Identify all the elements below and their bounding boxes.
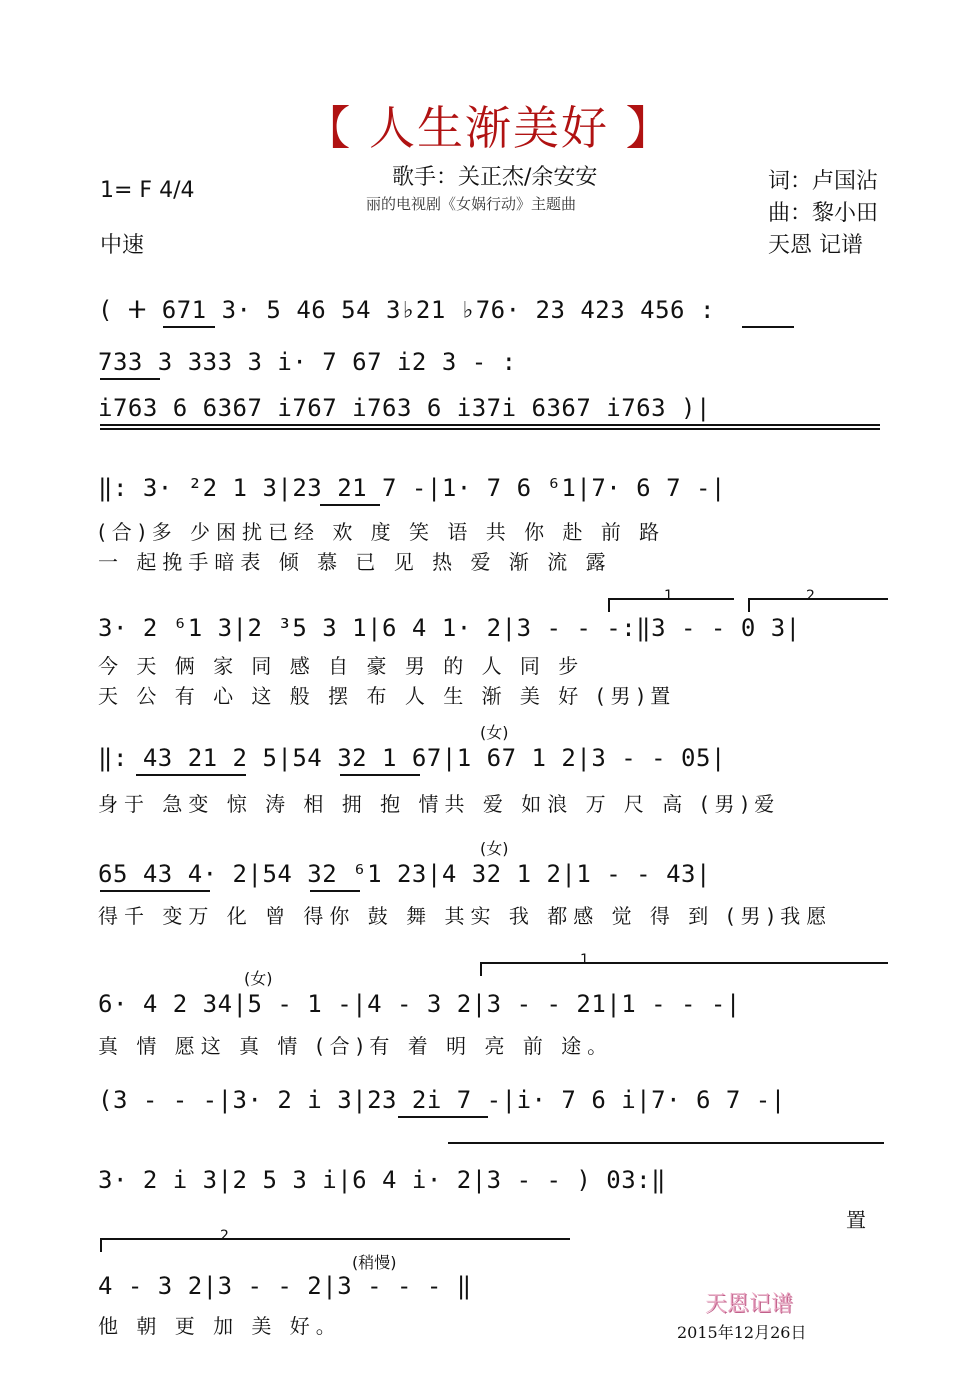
intro-line-1: ( ⵜ 671 3· 5 46 54 3♭21 ♭76· 23 423 456 : <box>98 296 715 324</box>
interlude-lyric: 置 <box>846 1208 872 1232</box>
volta-1-label: 1 <box>580 952 589 968</box>
ending-lyric: 他 朝 更 加 美 好。 <box>98 1314 342 1338</box>
underline <box>100 428 880 430</box>
underline <box>163 326 215 328</box>
volta-1-label: 1 <box>664 588 673 604</box>
verse1-notes: ‖: 3· ²2 1 3|23 21 7 -|1· 7 6 ⁶1|7· 6 7 -| <box>98 474 726 502</box>
underline <box>310 890 360 892</box>
interlude-line-1: (3 - - -|3· 2 i 3|23 2i 7 -|i· 7 6 i|7· 6 7 -| <box>98 1086 786 1114</box>
volta-2-label: 2 <box>806 588 815 604</box>
female-voice-tag: (女) <box>480 839 509 858</box>
lyricist-credit: 词：卢国沾 <box>768 169 879 194</box>
underline <box>320 504 380 506</box>
volta-1-start <box>480 962 482 976</box>
transcriber-stamp: 天恩记谱 <box>705 1292 794 1317</box>
composer-credit: 曲：黎小田 <box>768 201 879 226</box>
underline <box>100 424 880 426</box>
transcription-date: 2015年12月26日 <box>677 1323 807 1342</box>
interlude-line-2: 3· 2 i 3|2 5 3 i|6 4 i· 2|3 - - ) 03:‖ <box>98 1166 667 1194</box>
volta-1-bracket <box>480 962 888 964</box>
volta-2-bracket <box>100 1238 570 1240</box>
intro-line-3: i763 6 6367 i767 i763 6 i37i 6367 i763 )| <box>98 394 711 422</box>
chorus1-lyric: 身于 急变 惊 涛 相 拥 抱 情共 爱 如浪 万 尺 高 (男)爱 <box>98 792 781 816</box>
volta-2-label: 2 <box>220 1228 229 1244</box>
key-signature: 1= F 4/4 <box>100 178 195 203</box>
underline <box>742 326 794 328</box>
female-voice-tag: (女) <box>244 969 273 988</box>
verse1-lyric-a: (合)多 少困扰已经 欢 度 笑 语 共 你 赴 前 路 <box>98 520 666 544</box>
volta-2-start <box>748 598 750 612</box>
chorus3-notes: 6· 4 2 34|5 - 1 -|4 - 3 2|3 - - 21|1 - - -| <box>98 990 741 1018</box>
underline <box>100 890 210 892</box>
underline <box>398 1116 488 1118</box>
volta-1-start <box>608 598 610 612</box>
transcriber-credit: 天恩 记谱 <box>768 233 863 258</box>
chorus1-notes: ‖: 43 21 2 5|54 32 1 67|1 67 1 2|3 - - 05| <box>98 744 726 772</box>
underline <box>340 774 420 776</box>
underline <box>100 378 160 380</box>
volta-2-bracket <box>748 598 888 600</box>
chorus3-lyric: 真 情 愿这 真 情 (合)有 着 明 亮 前 途。 <box>98 1034 614 1058</box>
verse2-notes: 3· 2 ⁶1 3|2 ³5 3 1|6 4 1· 2|3 - - -:‖3 - - 0 3| <box>98 614 801 642</box>
verse2-lyric-b: 天 公 有 心 这 般 摆 布 人 生 渐 美 好 (男)置 <box>98 684 677 708</box>
intro-line-2: 733 3 333 3 i· 7 67 i2 3 - : <box>98 348 517 376</box>
underline <box>136 774 246 776</box>
chorus2-notes: 65 43 4· 2|54 32 ⁶1 23|4 32 1 2|1 - - 43| <box>98 860 711 888</box>
song-title: 【 人生渐美好 】 <box>304 101 674 155</box>
singer-credit: 歌手：关正杰/余安安 <box>392 165 598 190</box>
drama-subtitle: 丽的电视剧《女娲行动》主题曲 <box>366 195 577 213</box>
tempo-slower-tag: (稍慢) <box>352 1253 397 1272</box>
chorus2-lyric: 得千 变万 化 曾 得你 鼓 舞 其实 我 都感 觉 得 到 (男)我愿 <box>98 904 833 928</box>
female-voice-tag: (女) <box>480 723 509 742</box>
verse2-lyric-a: 今 天 俩 家 同 感 自 豪 男 的 人 同 步 <box>98 654 585 678</box>
tempo-marking: 中速 <box>100 233 145 258</box>
ending-notes: 4 - 3 2|3 - - 2|3 - - - ‖ <box>98 1272 472 1300</box>
underline <box>448 1142 884 1144</box>
volta-2-start <box>100 1238 102 1252</box>
verse1-lyric-b: 一 起挽手暗表 倾 慕 已 见 热 爱 渐 流 露 <box>98 550 612 574</box>
